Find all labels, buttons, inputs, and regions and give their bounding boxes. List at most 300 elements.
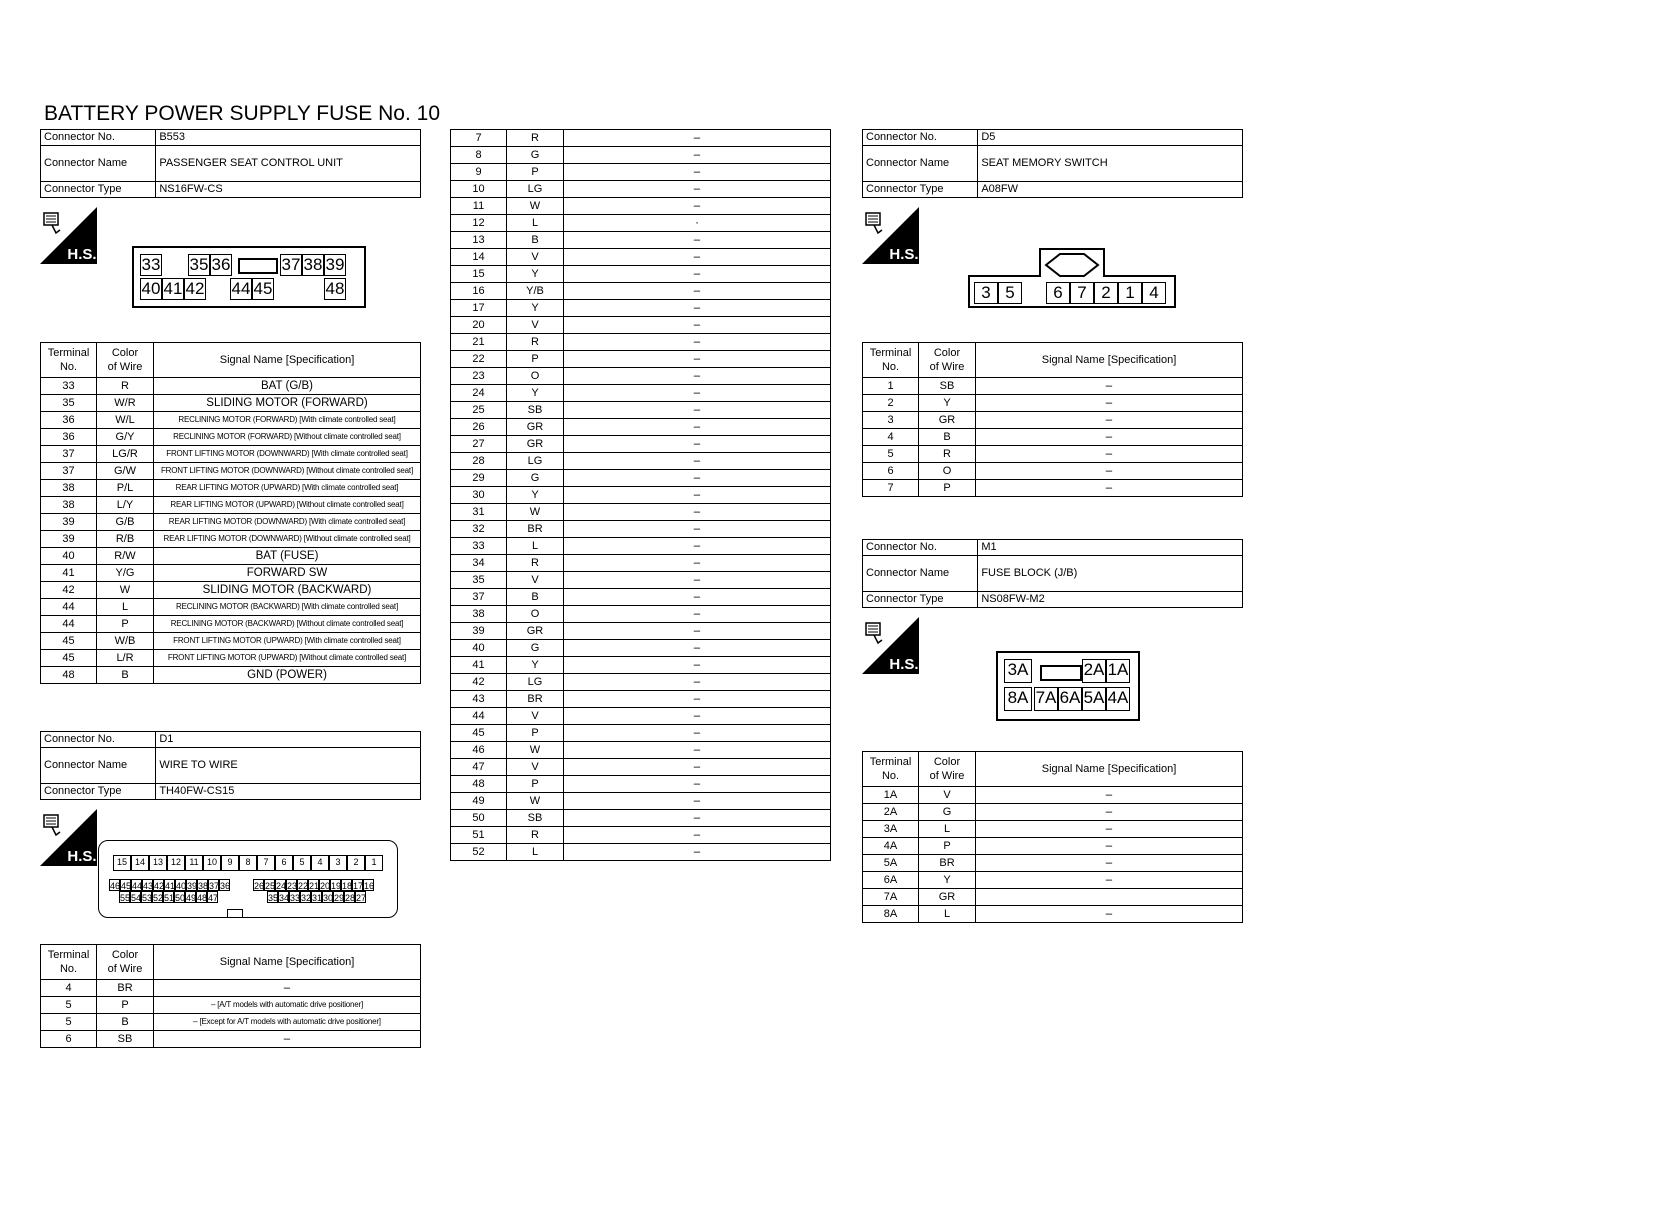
table-row: [863, 446, 1243, 463]
wire-color-cell: P: [97, 997, 154, 1014]
connector-type-label: Connector Type: [41, 784, 156, 800]
harness-side-icon: [40, 809, 97, 866]
table-row: [41, 997, 421, 1014]
terminal-no-cell: 2: [863, 395, 919, 412]
terminal-no-cell: 45: [41, 633, 97, 650]
terminal-no-cell: 33: [41, 378, 97, 395]
terminal-no-cell: 21: [451, 334, 507, 351]
connector-name-value: FUSE BLOCK (J/B): [978, 556, 1243, 592]
signal-name-cell: –: [976, 480, 1243, 497]
table-row: [451, 810, 831, 827]
table-row: [451, 742, 831, 759]
wire-color-cell: Y/G: [97, 565, 154, 582]
signal-name-cell: FRONT LIFTING MOTOR (UPWARD) [With climate controlled seat]: [154, 633, 421, 650]
pin: 36: [211, 255, 231, 274]
page-title: BATTERY POWER SUPPLY FUSE No. 10: [44, 102, 441, 125]
pin: 1: [1118, 282, 1142, 304]
pin: 40: [176, 881, 187, 891]
terminal-no-cell: 6: [41, 1031, 97, 1048]
pin: 2A: [1082, 659, 1106, 683]
signal-name-cell: –: [564, 759, 831, 776]
wire-color-cell: R/B: [97, 531, 154, 548]
terminal-no-cell: 41: [451, 657, 507, 674]
table-row: [451, 453, 831, 470]
pin: 34: [279, 893, 290, 903]
wire-color-cell: L: [919, 906, 976, 923]
wire-color-cell: R: [507, 334, 564, 351]
wire-color-cell: R/W: [97, 548, 154, 565]
signal-name-cell: –: [564, 555, 831, 572]
pin: 48: [325, 279, 345, 298]
wire-color-cell: GR: [507, 419, 564, 436]
wire-color-cell: W: [507, 742, 564, 759]
connector-no-value: B553: [156, 130, 421, 146]
signal-name-cell: RECLINING MOTOR (BACKWARD) [With climate controlled seat]: [154, 599, 421, 616]
signal-name-cell: –: [564, 521, 831, 538]
terminal-no-cell: 39: [41, 514, 97, 531]
terminal-no-cell: 2A: [863, 804, 919, 821]
pin: 2: [347, 855, 365, 871]
table-row: [41, 497, 421, 514]
signal-name-cell: GND (POWER): [154, 667, 421, 684]
terminal-no-cell: 36: [41, 412, 97, 429]
wire-color-cell: V: [919, 787, 976, 804]
pin: 4: [1142, 282, 1166, 304]
terminal-no-cell: 12: [451, 215, 507, 232]
table-row: [451, 572, 831, 589]
wire-color-cell: L: [507, 844, 564, 861]
table-row: [451, 198, 831, 215]
pin: 41: [165, 881, 176, 891]
wire-color-cell: GR: [507, 623, 564, 640]
wire-color-cell: W/B: [97, 633, 154, 650]
pin: 47: [208, 893, 219, 903]
signal-name-cell: –: [564, 742, 831, 759]
terminal-no-cell: 9: [451, 164, 507, 181]
pin: 6: [275, 855, 293, 871]
pin: 5: [998, 282, 1022, 304]
wire-color-cell: P: [507, 164, 564, 181]
table-row: [451, 385, 831, 402]
wire-color-cell: P: [919, 838, 976, 855]
connector-name-value: SEAT MEMORY SWITCH: [978, 146, 1243, 182]
terminal-no-cell: 45: [41, 650, 97, 667]
table-row: [451, 215, 831, 232]
table-row: [451, 317, 831, 334]
pin: 51: [164, 893, 175, 903]
wire-color-cell: Y: [919, 395, 976, 412]
signal-name-cell: FORWARD SW: [154, 565, 421, 582]
pin: 20: [320, 881, 331, 891]
d5-info-table: [862, 129, 1243, 198]
signal-name-cell: –: [564, 606, 831, 623]
pin: 17: [353, 881, 364, 891]
wire-color-cell: SB: [919, 378, 976, 395]
pin: 5A: [1082, 687, 1106, 711]
connector-type-value: NS16FW-CS: [156, 182, 421, 198]
wire-color-cell: O: [919, 463, 976, 480]
terminal-no-cell: 43: [451, 691, 507, 708]
signal-name-cell: –: [976, 804, 1243, 821]
signal-name-cell: –: [564, 827, 831, 844]
wire-color-cell: G/B: [97, 514, 154, 531]
signal-name-cell: –: [976, 463, 1243, 480]
wire-color-cell: P: [919, 480, 976, 497]
wire-color-cell: P/L: [97, 480, 154, 497]
signal-name-cell: –: [564, 419, 831, 436]
table-row: [451, 266, 831, 283]
wire-color-cell: GR: [919, 412, 976, 429]
lock-tab: [238, 258, 278, 274]
pin: 6: [1046, 282, 1070, 304]
pin: 38: [303, 255, 323, 274]
pin: 8: [239, 855, 257, 871]
terminal-no-cell: 24: [451, 385, 507, 402]
pin: 52: [153, 893, 164, 903]
signal-name-cell: –: [564, 725, 831, 742]
signal-name-cell: FRONT LIFTING MOTOR (DOWNWARD) [With climate controlled seat]: [154, 446, 421, 463]
pin: 48: [197, 893, 208, 903]
harness-side-icon: [862, 207, 919, 264]
signal-name-cell: –: [564, 164, 831, 181]
connector-no-label: Connector No.: [863, 540, 978, 556]
connector-type-label: Connector Type: [41, 182, 156, 198]
table-row: [863, 463, 1243, 480]
signal-name-cell: RECLINING MOTOR (BACKWARD) [Without climate controlled seat]: [154, 616, 421, 633]
pin: 45: [121, 881, 132, 891]
wire-color-cell: Y: [507, 266, 564, 283]
connector-name-value: WIRE TO WIRE: [156, 748, 421, 784]
signal-name-cell: –: [564, 436, 831, 453]
table-row: [451, 130, 831, 147]
terminal-no-cell: 38: [41, 497, 97, 514]
table-row: [41, 1031, 421, 1048]
connector-name-value: PASSENGER SEAT CONTROL UNIT: [156, 146, 421, 182]
pin: 44: [132, 881, 143, 891]
pin: 7: [257, 855, 275, 871]
signal-name-cell: ·: [564, 215, 831, 232]
pin: 7A: [1034, 687, 1058, 711]
signal-name-cell: –: [564, 708, 831, 725]
signal-header: Signal Name [Specification]: [976, 752, 1243, 787]
pin: 50: [175, 893, 186, 903]
terminal-no-cell: 35: [451, 572, 507, 589]
color-header: Color of Wire: [919, 343, 976, 378]
signal-name-cell: –: [564, 249, 831, 266]
table-row: [451, 436, 831, 453]
pin: 41: [163, 279, 183, 298]
pin: 55: [120, 893, 131, 903]
signal-name-cell: –: [976, 787, 1243, 804]
pin: 43: [143, 881, 154, 891]
d1-info-table: [40, 731, 421, 800]
terminal-no-cell: 48: [41, 667, 97, 684]
wire-color-cell: B: [507, 232, 564, 249]
b553-connector-face: [132, 246, 366, 308]
signal-name-cell: –: [154, 1031, 421, 1048]
terminal-no-cell: 3A: [863, 821, 919, 838]
pin: 6A: [1058, 687, 1082, 711]
terminal-no-cell: 33: [451, 538, 507, 555]
signal-name-cell: –: [564, 589, 831, 606]
terminal-no-cell: 44: [451, 708, 507, 725]
terminal-no-cell: 5A: [863, 855, 919, 872]
signal-name-cell: –: [564, 266, 831, 283]
signal-name-cell: –: [976, 906, 1243, 923]
connector-no-label: Connector No.: [41, 732, 156, 748]
table-row: [41, 599, 421, 616]
d5-terminal-table: [862, 342, 1243, 497]
pin: 33: [290, 893, 301, 903]
wire-color-cell: Y: [507, 385, 564, 402]
table-row: [451, 640, 831, 657]
table-row: [451, 283, 831, 300]
terminal-no-cell: 30: [451, 487, 507, 504]
terminal-no-cell: 25: [451, 402, 507, 419]
pin: 5: [293, 855, 311, 871]
signal-name-cell: FRONT LIFTING MOTOR (DOWNWARD) [Without climate controlled seat]: [154, 463, 421, 480]
table-row: [863, 889, 1243, 906]
terminal-no-cell: 1: [863, 378, 919, 395]
terminal-no-cell: 17: [451, 300, 507, 317]
wire-color-cell: W: [507, 504, 564, 521]
table-row: [41, 429, 421, 446]
signal-name-cell: –: [564, 130, 831, 147]
hs-label: H.S.: [67, 848, 97, 865]
signal-name-cell: –: [564, 504, 831, 521]
terminal-no-cell: 5: [863, 446, 919, 463]
signal-name-cell: –: [976, 872, 1243, 889]
wire-color-cell: W/R: [97, 395, 154, 412]
table-row: [451, 606, 831, 623]
signal-name-cell: –: [564, 844, 831, 861]
connector-name-label: Connector Name: [41, 146, 156, 182]
pin: 32: [301, 893, 312, 903]
terminal-no-cell: 41: [41, 565, 97, 582]
table-row: [451, 844, 831, 861]
wire-color-cell: L/R: [97, 650, 154, 667]
terminal-no-cell: 6A: [863, 872, 919, 889]
terminal-no-cell: 37: [41, 446, 97, 463]
signal-name-cell: – [A/T models with automatic drive positioner]: [154, 997, 421, 1014]
table-row: [41, 378, 421, 395]
pin: 19: [331, 881, 342, 891]
terminal-no-cell: 3: [863, 412, 919, 429]
wire-color-cell: SB: [507, 810, 564, 827]
table-row: [41, 1014, 421, 1031]
signal-name-cell: [976, 889, 1243, 906]
signal-name-cell: – [Except for A/T models with automatic drive positioner]: [154, 1014, 421, 1031]
table-row: [451, 470, 831, 487]
pin: 13: [149, 855, 167, 871]
pin: 15: [113, 855, 131, 871]
signal-name-cell: –: [564, 623, 831, 640]
table-row: [863, 395, 1243, 412]
signal-name-cell: REAR LIFTING MOTOR (DOWNWARD) [With climate controlled seat]: [154, 514, 421, 531]
signal-name-cell: REAR LIFTING MOTOR (UPWARD) [With climate controlled seat]: [154, 480, 421, 497]
pin: 33: [141, 255, 161, 274]
pin: 37: [281, 255, 301, 274]
terminal-no-cell: 5: [41, 997, 97, 1014]
d1-terminal-table-continued: [450, 129, 831, 861]
signal-name-cell: –: [564, 334, 831, 351]
pin: 38: [198, 881, 209, 891]
signal-header: Signal Name [Specification]: [154, 945, 421, 980]
wire-color-cell: L/Y: [97, 497, 154, 514]
signal-name-cell: –: [564, 453, 831, 470]
signal-name-cell: –: [976, 378, 1243, 395]
pin: 31: [312, 893, 323, 903]
table-row: [451, 300, 831, 317]
connector-no-value: M1: [978, 540, 1243, 556]
terminal-no-cell: 49: [451, 793, 507, 810]
wire-color-cell: SB: [507, 402, 564, 419]
pin: 24: [276, 881, 287, 891]
wire-color-cell: GR: [919, 889, 976, 906]
table-row: [451, 827, 831, 844]
wire-color-cell: G: [507, 470, 564, 487]
wire-color-cell: P: [507, 351, 564, 368]
signal-name-cell: –: [564, 657, 831, 674]
table-row: [451, 147, 831, 164]
wire-color-cell: W: [97, 582, 154, 599]
pin: 42: [154, 881, 165, 891]
table-row: [41, 980, 421, 997]
terminal-no-cell: 38: [41, 480, 97, 497]
wire-color-cell: Y: [507, 487, 564, 504]
lock-tab: [227, 909, 243, 918]
wire-color-cell: R: [507, 827, 564, 844]
wire-color-cell: L: [97, 599, 154, 616]
pin: 18: [342, 881, 353, 891]
pin: 21: [309, 881, 320, 891]
signal-name-cell: –: [564, 487, 831, 504]
wire-color-cell: B: [97, 667, 154, 684]
terminal-no-cell: 7A: [863, 889, 919, 906]
terminal-no-cell: 13: [451, 232, 507, 249]
table-row: [451, 776, 831, 793]
table-row: [451, 419, 831, 436]
table-row: [41, 395, 421, 412]
table-row: [41, 446, 421, 463]
pin: 1A: [1106, 659, 1130, 683]
pin: 36: [220, 881, 231, 891]
terminal-no-cell: 26: [451, 419, 507, 436]
pin: 39: [325, 255, 345, 274]
pin: [1022, 282, 1046, 304]
wire-color-cell: R: [507, 130, 564, 147]
harness-side-icon: [862, 617, 919, 674]
table-row: [863, 480, 1243, 497]
wire-color-cell: LG: [507, 674, 564, 691]
pin: 16: [364, 881, 375, 891]
terminal-no-cell: 27: [451, 436, 507, 453]
table-row: [863, 378, 1243, 395]
signal-name-cell: –: [564, 572, 831, 589]
wire-color-cell: LG/R: [97, 446, 154, 463]
signal-name-cell: –: [976, 412, 1243, 429]
signal-name-cell: –: [564, 402, 831, 419]
signal-name-cell: –: [564, 147, 831, 164]
terminal-no-cell: 34: [451, 555, 507, 572]
table-row: [451, 793, 831, 810]
color-header: Color of Wire: [97, 945, 154, 980]
table-row: [451, 521, 831, 538]
wire-color-cell: B: [919, 429, 976, 446]
connector-name-label: Connector Name: [863, 556, 978, 592]
table-row: [451, 759, 831, 776]
m1-info-table: [862, 539, 1243, 608]
pin: 42: [185, 279, 205, 298]
wire-color-cell: O: [507, 368, 564, 385]
wire-color-cell: V: [507, 317, 564, 334]
terminal-no-cell: 7: [451, 130, 507, 147]
pin: 23: [287, 881, 298, 891]
table-row: [451, 504, 831, 521]
wire-color-cell: LG: [507, 453, 564, 470]
pin: 3: [329, 855, 347, 871]
terminal-no-cell: 39: [41, 531, 97, 548]
table-row: [451, 708, 831, 725]
table-row: [451, 725, 831, 742]
table-row: [451, 487, 831, 504]
connector-type-value: NS08FW-M2: [978, 592, 1243, 608]
table-row: [451, 351, 831, 368]
terminal-no-cell: 42: [41, 582, 97, 599]
table-row: [863, 429, 1243, 446]
wire-color-cell: W: [507, 793, 564, 810]
table-row: [451, 232, 831, 249]
signal-name-cell: –: [976, 855, 1243, 872]
wire-color-cell: V: [507, 572, 564, 589]
connector-type-label: Connector Type: [863, 182, 978, 198]
pin: 25: [265, 881, 276, 891]
wire-color-cell: V: [507, 249, 564, 266]
connector-name-label: Connector Name: [41, 748, 156, 784]
connector-no-label: Connector No.: [41, 130, 156, 146]
wire-color-cell: R: [919, 446, 976, 463]
signal-name-cell: –: [564, 317, 831, 334]
signal-name-cell: –: [976, 446, 1243, 463]
wire-color-cell: Y: [919, 872, 976, 889]
hs-label: H.S.: [67, 246, 97, 263]
signal-name-cell: –: [564, 283, 831, 300]
terminal-no-cell: 29: [451, 470, 507, 487]
pin: 3: [974, 282, 998, 304]
terminal-no-cell: 37: [451, 589, 507, 606]
terminal-no-cell: 16: [451, 283, 507, 300]
m1-connector-face: [996, 651, 1140, 721]
hs-label: H.S.: [889, 656, 919, 673]
signal-name-cell: –: [564, 776, 831, 793]
terminal-no-cell: 46: [451, 742, 507, 759]
pin: 3A: [1004, 659, 1032, 683]
pin: 37: [209, 881, 220, 891]
connector-no-value: D5: [978, 130, 1243, 146]
pin: 40: [141, 279, 161, 298]
table-row: [41, 514, 421, 531]
wire-color-cell: O: [507, 606, 564, 623]
table-row: [41, 633, 421, 650]
signal-name-cell: BAT (FUSE): [154, 548, 421, 565]
pin: 28: [345, 893, 356, 903]
terminal-no-cell: 1A: [863, 787, 919, 804]
wire-color-cell: P: [97, 616, 154, 633]
hs-label: H.S.: [889, 246, 919, 263]
signal-name-cell: –: [564, 793, 831, 810]
signal-name-cell: –: [564, 232, 831, 249]
d1-connector-face: [98, 840, 398, 918]
